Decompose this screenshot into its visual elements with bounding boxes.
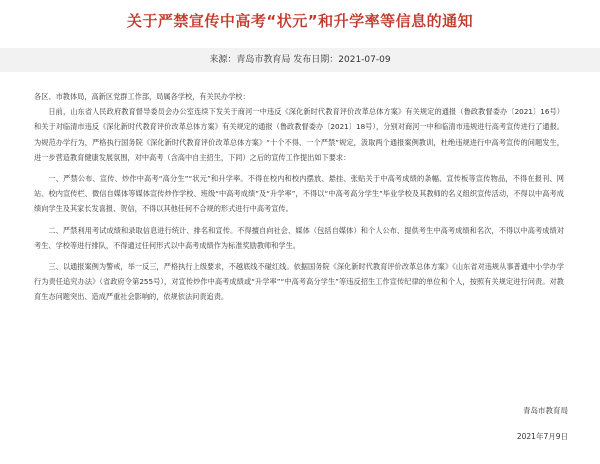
source-meta: 来源：青岛市教育局 发布日期：2021-07-09 (0, 48, 600, 72)
paragraph-rule-3: 三、以通报案例为警戒，举一反三，严格执行上级要求，不越底线不碰红线。依据国务院《深化新时代教育评价改革总体方案》《山东省对违规从事普通中小学办学行为责任追究办法》（省政府令第255号），对宣传炒作中高考成绩或“升学率”“中高考高分学生”等违反招生工作宣传纪律的单位和个人，按照有关规定进行问责。对教育生态问题突出、造成严重社会影响的，依规依法问责追责。 (34, 262, 564, 302)
signature-date: 2021年7月9日 (516, 432, 568, 441)
paragraph-rule-1: 一、严禁公布、宣传、炒作中高考“高分生”“状元”和升学率。不得在校内和校内摆放、悬挂、张贴关于中高考成绩的条幅、宣传板等宣传物品，不得在报刊、网站、校内宣传栏、微信自媒体等媒体宣传炒作学校、班级“中高考成绩”及“升学率”，不得以“中高考高分学生”毕业学校及其教师的名义组织宣传活动，不得以中高考成绩向学生及其家长发喜报、贺信，不得以其他任何不合规的形式进行中高考宣传。 (34, 174, 564, 214)
page-title: 关于严禁宣传中高考“状元”和升学率等信息的通知 (126, 12, 474, 30)
paragraph-rule-2: 二、严禁利用考试成绩和录取信息进行统计、排名和宣传。不得擅自向社会、媒体（包括自媒体）和个人公布、提供考生中高考成绩和名次，不得以中高考成绩对考生、学校等进行排队，不得通过任何形式以中高考成绩作为标准奖励教师和学生。 (34, 225, 564, 250)
notice-body (34, 89, 564, 305)
salutation: 各区、市教体局，高新区党群工作部，局属各学校，有关民办学校： (34, 92, 250, 101)
paragraph-intro: 日前，山东省人民政府教育督导委员会办公室连续下发关于商河一中违反《深化新时代教育评价改革总体方案》有关规定的通报（鲁政教督委办〔2021〕16号）和关于对临清市违反《深化新时代教育评价改革总体方案》有关规定的通报（鲁政教督委办〔2021〕18号），分别对商河一中和临清市违规进行高考宣传进行了通报。为规范办学行为，严格执行国务院《深化新时代教育评价改革总体方案》“十个不得、一个严禁”规定，汲取两个通报案例教训，杜绝违规进行中高考宣传的问题发生，进一步营造教育健康发展氛围，对中高考（含高中自主招生，下同）之后的宣传工作提出如下要求： (34, 107, 564, 162)
signature-org: 青岛市教育局 (523, 406, 568, 415)
